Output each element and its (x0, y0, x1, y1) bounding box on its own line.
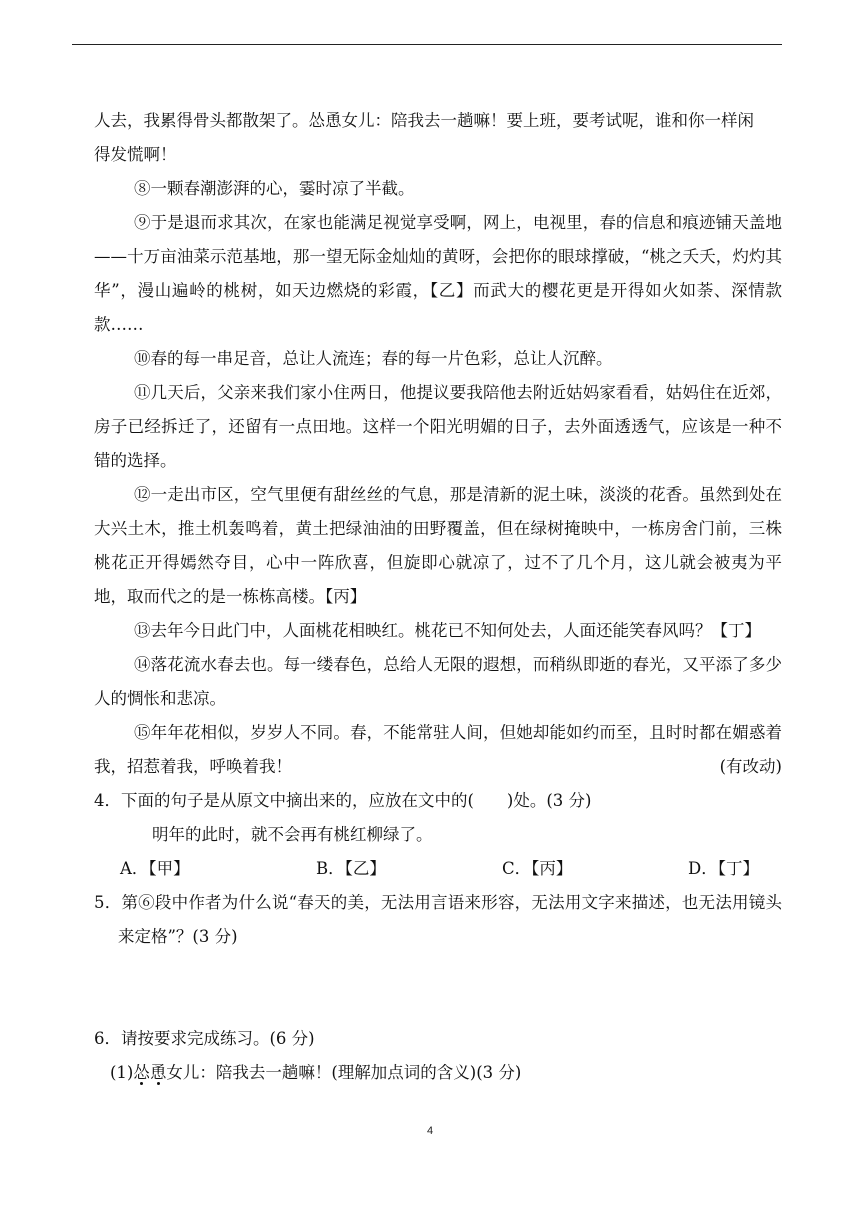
paragraph-11: ⑪几天后，父亲来我们家小住两日，他提议要我陪他去附近姑妈家看看，姑妈住在近郊，房子已经拆迁了，还留有一点田地。这样一个阳光明媚的日子，去外面透透气，应该是一种不错的选择。 (94, 383, 782, 470)
question-6-sub1-prefix: (1) (110, 1063, 134, 1082)
page-number: 4 (426, 1125, 434, 1137)
question-4-stem: 4．下面的句子是从原文中摘出来的，应放在文中的( )处。(3 分) (94, 791, 592, 810)
question-5-stem: 5．第⑥段中作者为什么说“春天的美，无法用言语来形容，无法用文字来描述，也无法用镜头来定格”？(3 分) (94, 893, 782, 946)
question-4-sentence: 明年的此时，就不会再有桃红柳绿了。 (152, 825, 433, 844)
paragraph-12: ⑫一走出市区，空气里便有甜丝丝的气息，那是清新的泥土味，淡淡的花香。虽然到处在大兴土木，推土机轰鸣着，黄土把绿油油的田野覆盖，但在绿树掩映中，一栋房舍门前，三株桃花正开得嫣然夺目，心中一阵欣喜，但旋即心就凉了，过不了几个月，这儿就会被夷为平地，取而代之的是一栋栋高楼。【丙】 (94, 485, 782, 606)
question-6-sub1-rest: 女儿：陪我去一趟嘛！(理解加点词的含义)(3 分) (166, 1063, 522, 1082)
question-4-option-a[interactable]: A．【甲】 (120, 859, 190, 878)
question-6 (94, 1022, 782, 1056)
paragraph-8: ⑧一颗春潮澎湃的心，霎时凉了半截。 (134, 179, 415, 198)
paragraph-7-tail-line-2: 得发慌啊！ (94, 145, 177, 164)
paragraph-7-tail-line-1: 人去，我累得骨头都散架了。怂恿女儿：陪我去一趟嘛！要上班，要考试呢，谁和你一样闲 (94, 111, 754, 130)
question-4-option-c[interactable]: C．【丙】 (502, 859, 573, 878)
dotted-character-1: 怂 (133, 1063, 150, 1082)
paragraph-9: ⑨于是退而求其次，在家也能满足视觉享受啊，网上，电视里，春的信息和痕迹铺天盖地——十万亩油菜示范基地，那一望无际金灿灿的黄呀，会把你的眼球撑破，“桃之夭夭，灼灼其华”，漫山遍岭的桃树，如天边燃烧的彩霞，【乙】而武大的樱花更是开得如火如荼、深情款款…… (94, 213, 782, 334)
paragraph-15: ⑮年年花相似，岁岁人不同。春，不能常驻人间，但她却能如约而至，且时时都在媚惑着我，招惹着我，呼唤着我！ (94, 723, 782, 776)
question-4-option-d[interactable]: D．【丁】 (688, 859, 759, 878)
question-4-option-b[interactable]: B．【乙】 (316, 859, 386, 878)
paragraph-14: ⑭落花流水春去也。每一缕春色，总给人无限的遐想，而稍纵即逝的春光，又平添了多少人的惆怅和悲凉。 (94, 655, 782, 708)
question-5 (94, 886, 782, 954)
header-rule (72, 44, 782, 45)
question-6-stem: 6．请按要求完成练习。(6 分) (94, 1029, 315, 1048)
question-4 (94, 784, 782, 818)
source-note: (有改动) (719, 757, 782, 776)
question-6-subquestion-1 (110, 1056, 521, 1090)
paragraph-10: ⑩春的每一串足音，总让人流连；春的每一片色彩，总让人沉醉。 (134, 349, 613, 368)
dotted-character-2: 恿 (149, 1063, 167, 1082)
paragraph-13: ⑬去年今日此门中，人面桃花相映红。桃花已不知何处去，人面还能笑春风吗？【丁】 (134, 621, 761, 640)
